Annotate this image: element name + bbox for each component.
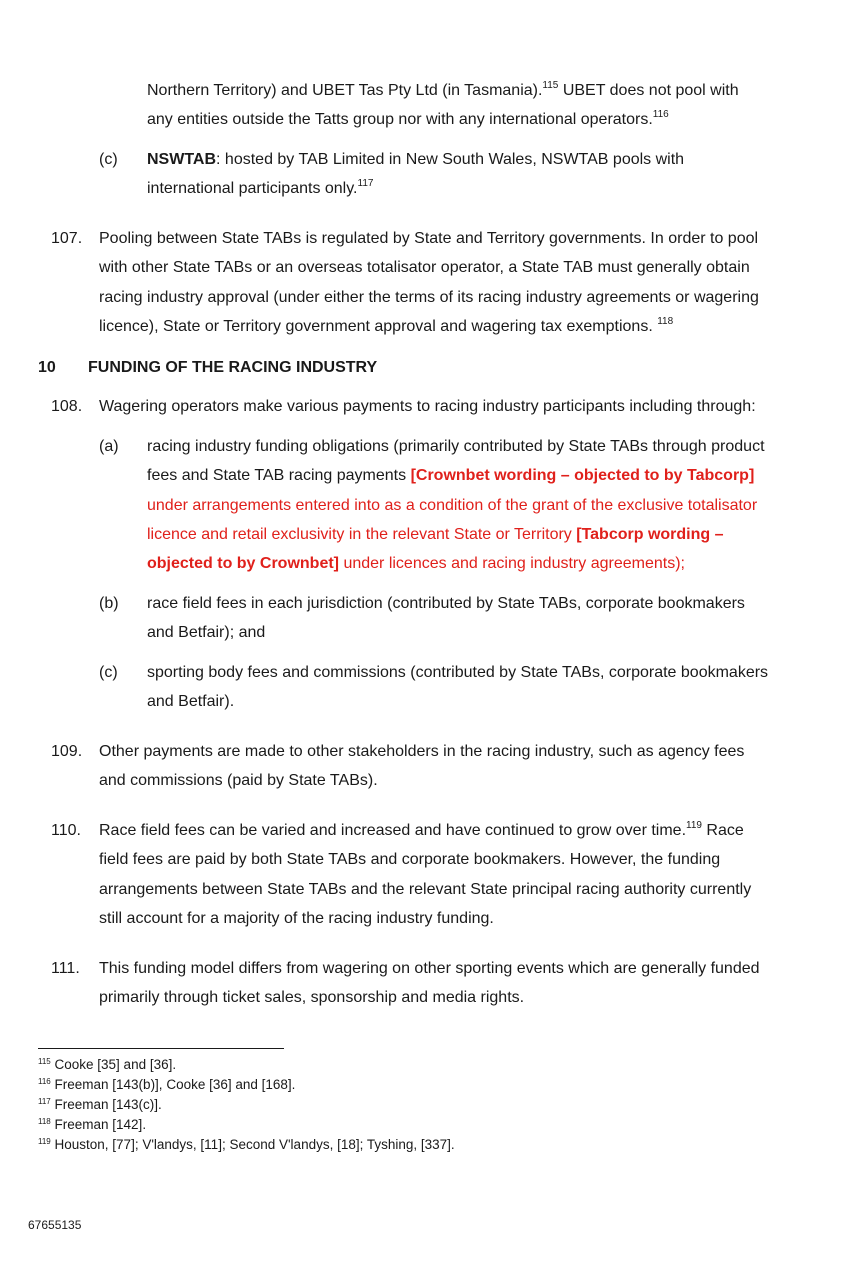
- para-108a-line-3: under arrangements entered into as a condition of the grant of the exclusive totalisator: [147, 497, 758, 514]
- para-109-line-1: Other payments are made to other stakeholders in the racing industry, such as agency fees: [99, 743, 745, 760]
- para-108b-line-1: race field fees in each jurisdiction (contributed by State TABs, corporate bookmakers: [147, 595, 745, 612]
- para-108c-label: (c): [99, 664, 118, 681]
- tabcorp-wording-marker: [Tabcorp wording –: [576, 526, 724, 543]
- footnote-119: [38, 1136, 455, 1154]
- term-nswtab: NSWTAB: [147, 151, 217, 168]
- document-id: 67655135: [28, 1218, 82, 1232]
- para-111-line-1: This funding model differs from wagering on other sporting events which are generally funded: [99, 960, 760, 977]
- para-107-number: 107.: [51, 230, 83, 247]
- crownbet-wording-marker: [Crownbet wording – objected to by Tabcorp]: [410, 467, 755, 484]
- footnote-text: Freeman [142].: [50, 1117, 147, 1132]
- para-108c-line-1: sporting body fees and commissions (contributed by State TABs, corporate bookmakers: [147, 664, 769, 681]
- para-110-number: 110.: [51, 822, 81, 839]
- para-106c-line-2: [147, 179, 373, 199]
- para-110-line-1: [99, 821, 744, 841]
- text: UBET does not pool with: [558, 82, 739, 99]
- footnote-number: 117: [38, 1097, 51, 1106]
- footnote-ref[interactable]: 117: [357, 178, 374, 189]
- text: any entities outside the Tatts group nor with any international operators.: [147, 111, 653, 128]
- footnote-separator: [38, 1048, 284, 1049]
- text: Northern Territory) and UBET Tas Pty Ltd (in Tasmania).: [147, 82, 543, 99]
- para-108a-line-1: racing industry funding obligations (primarily contributed by State TABs through product: [147, 438, 765, 455]
- text: Race field fees can be varied and increased and have continued to grow over time.: [99, 822, 687, 839]
- footnote-118: [38, 1116, 146, 1134]
- para-108a-line-2: [147, 466, 754, 486]
- para-111-line-2: primarily through ticket sales, sponsorship and media rights.: [99, 989, 525, 1006]
- footnote-text: Freeman [143(c)].: [50, 1097, 162, 1112]
- footnote-number: 119: [38, 1137, 51, 1146]
- para-106b-line-2: [147, 110, 669, 130]
- para-109-line-2: and commissions (paid by State TABs).: [99, 772, 378, 789]
- footnote-116: [38, 1076, 295, 1094]
- footnote-number: 115: [38, 1057, 51, 1066]
- footnote-text: Cooke [35] and [36].: [50, 1057, 177, 1072]
- section-number: 10: [38, 359, 56, 376]
- section-title: FUNDING OF THE RACING INDUSTRY: [88, 359, 378, 376]
- para-110-line-3: arrangements between State TABs and the relevant State principal racing authority currently: [99, 881, 752, 898]
- footnote-number: 116: [38, 1077, 51, 1086]
- footnote-number: 118: [38, 1117, 51, 1126]
- para-108a-line-4: [147, 525, 724, 545]
- footnote-115: [38, 1056, 176, 1074]
- text: international participants only.: [147, 180, 358, 197]
- para-107-line-1: Pooling between State TABs is regulated by State and Territory governments. In order to pool: [99, 230, 759, 247]
- para-108a-label: (a): [99, 438, 119, 455]
- text: under licences and racing industry agreements);: [339, 555, 685, 572]
- text: licence and retail exclusivity in the relevant State or Territory: [147, 526, 577, 543]
- para-108b-line-2: and Betfair); and: [147, 624, 266, 641]
- para-108-line-1: Wagering operators make various payments to racing industry participants including through:: [99, 398, 756, 415]
- text: fees and State TAB racing payments: [147, 467, 411, 484]
- footnote-ref[interactable]: 115: [542, 80, 559, 91]
- para-108a-line-5: [147, 554, 685, 574]
- para-107-line-3: racing industry approval (under either the terms of its racing industry agreements or wagering: [99, 289, 759, 306]
- text: Race: [701, 822, 744, 839]
- footnote-text: Houston, [77]; V'landys, [11]; Second V'landys, [18]; Tyshing, [337].: [50, 1137, 455, 1152]
- para-107-line-4: [99, 317, 673, 337]
- para-110-line-2: field fees are paid by both State TABs and corporate bookmakers. However, the funding: [99, 851, 721, 868]
- para-108c-line-2: and Betfair).: [147, 693, 235, 710]
- footnote-ref[interactable]: 119: [686, 820, 702, 831]
- footnote-text: Freeman [143(b)], Cooke [36] and [168].: [50, 1077, 296, 1092]
- para-109-number: 109.: [51, 743, 83, 760]
- para-106c-line-1: [147, 150, 684, 170]
- footnote-ref[interactable]: 116: [652, 109, 669, 120]
- tabcorp-wording-marker-end: objected to by Crownbet]: [147, 555, 339, 572]
- text: : hosted by TAB Limited in New South Wales, NSWTAB pools with: [216, 151, 685, 168]
- para-106c-label: (c): [99, 151, 118, 168]
- footnote-117: [38, 1096, 162, 1114]
- para-108b-label: (b): [99, 595, 119, 612]
- para-110-line-4: still account for a majority of the racing industry funding.: [99, 910, 494, 927]
- para-106b-line-1: [147, 81, 739, 101]
- para-108-number: 108.: [51, 398, 83, 415]
- para-107-line-2: with other State TABs or an overseas totalisator operator, a State TAB must generally obtain: [99, 259, 750, 276]
- text: licence), State or Territory government approval and wagering tax exemptions.: [99, 318, 658, 335]
- footnote-ref[interactable]: 118: [657, 316, 674, 327]
- para-111-number: 111.: [51, 960, 80, 977]
